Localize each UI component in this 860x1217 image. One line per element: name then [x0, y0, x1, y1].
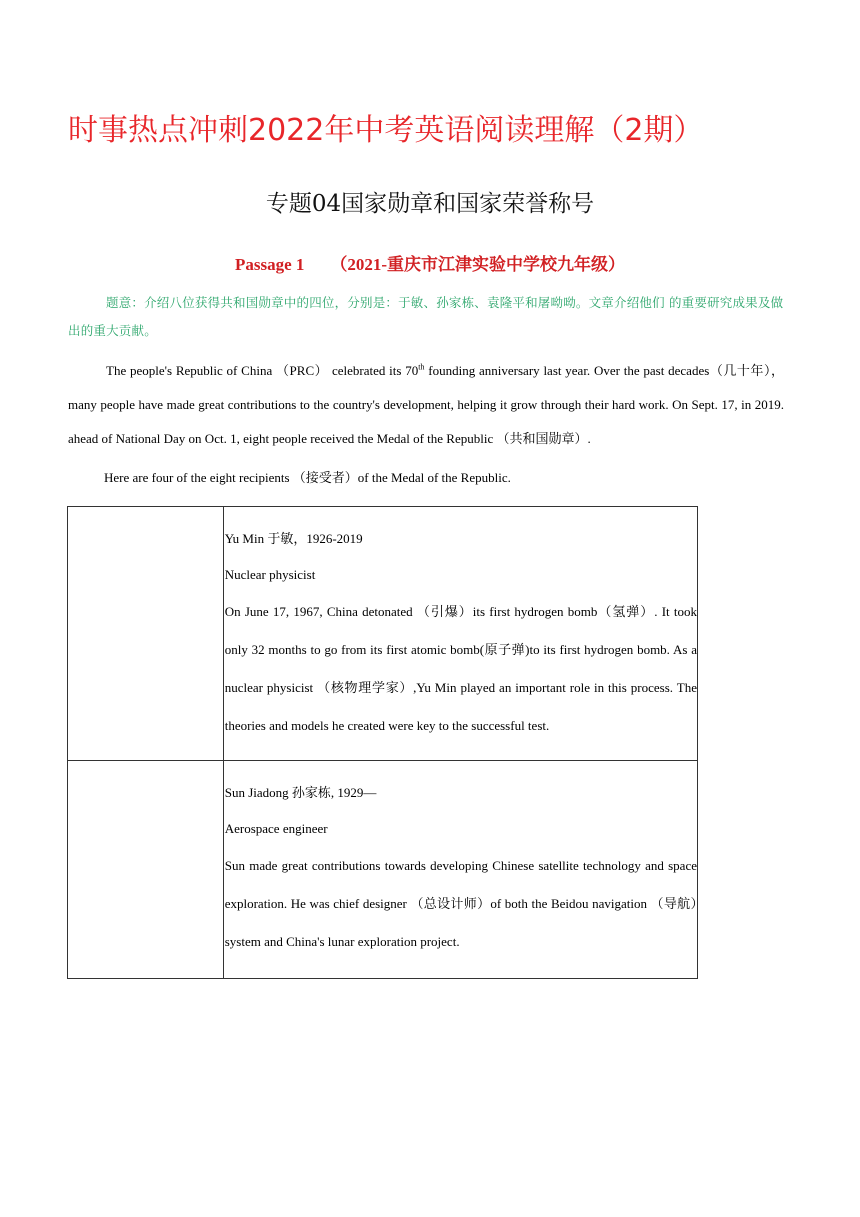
recipient-cell	[223, 507, 697, 761]
recipient-name: Sun Jiadong 孙家栋, 1929—	[224, 785, 377, 800]
passage-heading	[0, 252, 860, 278]
recipient-description: On June 17, 1967, China detonated （引爆）its first hydrogen bomb（氢弹）. It took only 32 months to go from its first atomic bomb(原子弹)to its first hydrogen bomb. As a nuclear physicist （核物理学家）,Yu Min played an important role in this process. The theories and models he created were key to the successful test.	[224, 604, 697, 733]
table-row	[68, 761, 698, 979]
recipients-table	[67, 506, 698, 979]
photo-cell-empty	[68, 761, 224, 979]
paragraph-part-2: founding anniversary last year. Over the past decades（几十年），many people have made great contributions to the country's development, helping it grow through their hard work. On Sept. 17, in 2019. ahead of National Day on Oct. 1, eight people received the Medal of the Republic （共和国勋章）.	[68, 363, 785, 446]
photo-cell-empty	[68, 507, 224, 761]
body-paragraph	[68, 354, 784, 456]
passage-source: （2021-重庆市江津实验中学校九年级）	[330, 255, 626, 274]
recipient-cell	[223, 761, 697, 979]
passage-label: Passage 1	[234, 255, 305, 274]
paragraph-part-1: The people's Republic of China （PRC） celebrated its 70	[106, 363, 419, 378]
recipient-role: Nuclear physicist	[224, 567, 316, 582]
table-row	[68, 507, 698, 761]
intro-line: Here are four of the eight recipients （接受者）of the Medal of the Republic.	[104, 470, 511, 485]
summary-note: 题意：介绍八位获得共和国勋章中的四位，分别是：于敏、孙家栋、袁隆平和屠呦呦。文章介绍他们 的重要研究成果及做出的重大贡献。	[68, 295, 784, 338]
main-title: 时事热点冲刺2022年中考英语阅读理解（2期）	[68, 113, 704, 148]
ordinal-suffix: th	[418, 362, 425, 372]
recipient-name: Yu Min 于敏，1926-2019	[224, 531, 363, 546]
recipient-role: Aerospace engineer	[224, 821, 328, 836]
recipient-description: Sun made great contributions towards developing Chinese satellite technology and space exploration. He was chief designer （总设计师）of both the Beidou navigation （导航）system and China's lunar exploration project.	[224, 858, 697, 949]
sub-title: 专题04国家勋章和国家荣誉称号	[265, 191, 595, 217]
